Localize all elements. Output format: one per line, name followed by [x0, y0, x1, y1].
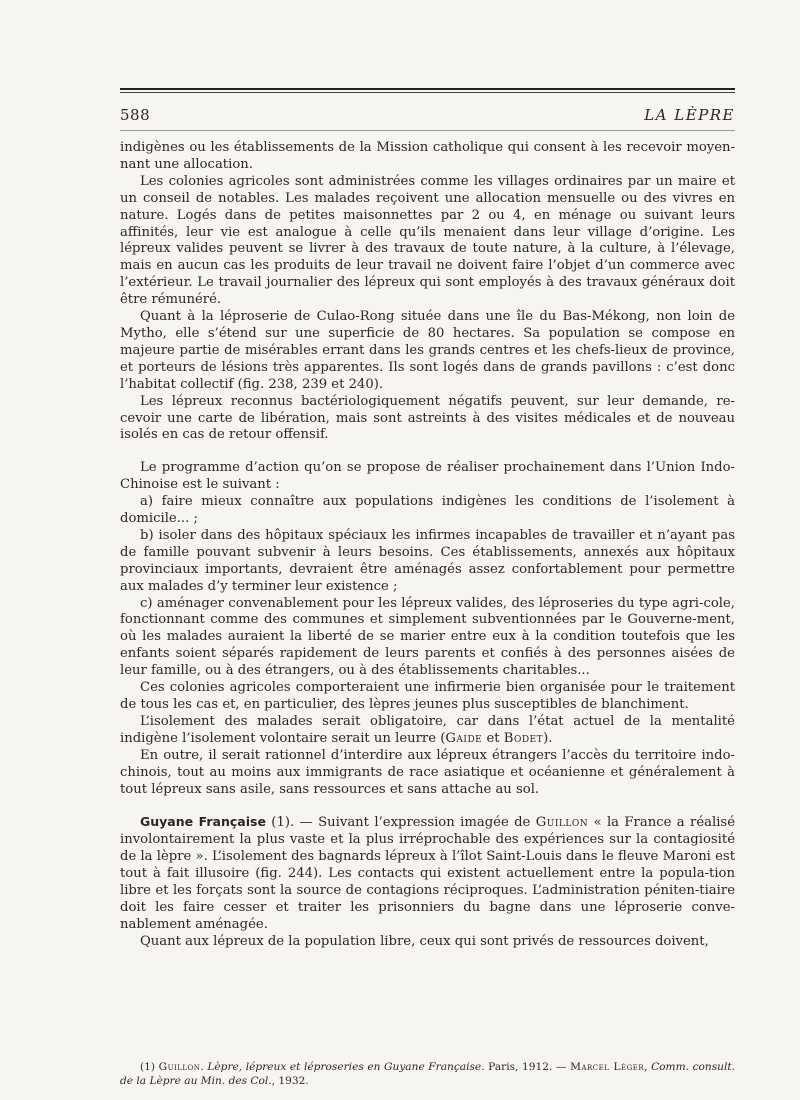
- footnote-pub: Paris, 1912. —: [484, 1061, 571, 1073]
- list-item-a: a) faire mieux connaître aux populations indigènes les conditions de l’isolement à domicile... ;: [120, 494, 735, 527]
- footnote-1: (1) Guillon. Lèpre, lépreux et léproseries en Guyane Française. Paris, 1912. — Marcel Léger, Comm. consult. de la Lèpre au Min. des Col., 1932.: [120, 1061, 735, 1087]
- author-gaide: Gaide: [445, 730, 483, 746]
- section-heading-guyane: Guyane Française: [140, 814, 266, 830]
- top-double-rule: [120, 88, 735, 90]
- paragraph: indigènes ou les établissements de la Mission catholique qui consent à les recevoir moyen-nant une allocation.: [120, 140, 735, 172]
- paragraph: Ces colonies agricoles comporteraient une infirmerie bien organisée pour le traitement de tous les cas et, en particulier, des lèpres jeunes plus susceptibles de blanchiment.: [120, 680, 735, 712]
- footnote-title: Comm. consult. de la Lèpre au Min. des Col.: [120, 1061, 735, 1087]
- body-text: [120, 140, 735, 951]
- paragraph-text: « la France a réalisé involontairement la plus vaste et la plus irréprochable des expériences sur la contagiosité de la lèpre ». L’isolement des bagnards lépreux à l’îlot Saint-Louis dans le fleuve Maroni est tout à fait illusoire (fig. 244). Les contacts qui existent actuellement entre la popula-tion libre et les forçats sont la source de contagions réciproques. L’administration péniten-tiaire doit les faire cesser et traiter les prisonniers du bagne dans une léproserie conve-nablement aménagée.: [120, 815, 735, 932]
- list-item-c: c) aménager convenablement pour les lépreux valides, des léproseries du type agri-cole, fonctionnant comme des communes et simplement subventionnées par le Gouverne-ment, où les malades auraient la liberté de se marier entre eux à la condition toutefois que les enfants soient séparés rapidement de leurs parents et confiés à des personnes aisées de leur famille, ou à des étrangers, ou à des établissements charitables...: [120, 595, 735, 679]
- footnote-title: Lèpre, lépreux et léproseries en Guyane Française.: [207, 1061, 485, 1073]
- header-rule: [120, 130, 735, 131]
- paragraph: Le programme d’action qu’on se propose de réaliser prochainement dans l’Union Indo-Chinoise est le suivant :: [120, 460, 735, 493]
- paragraph: Les colonies agricoles sont administrées comme les villages ordinaires par un maire et un conseil de notables. Les malades reçoivent une allocation mensuelle ou des vivres en nature. Logés dans de petites maisonnettes par 2 ou 4, en ménage ou suivant leurs affinités, leur vie est analogue à celle qu’ils menaient dans leur village d’origine. Les lépreux valides peuvent se livrer à des travaux de toute nature, à la culture, à l’élevage, mais en aucun cas les produits de leur travail ne doivent faire l’objet d’un commerce avec l’extérieur. Le travail journalier des lépreux qui sont employés à des travaux généraux doit être rémunéré.: [120, 173, 735, 308]
- page-number: 588: [120, 106, 151, 124]
- footnote-marker: (1): [140, 1061, 159, 1073]
- footnote-pub: , 1932.: [271, 1074, 309, 1087]
- paragraph: Quant à la léproserie de Culao-Rong située dans une île du Bas-Mékong, non loin de Mytho, elle s’étend sur une superficie de 80 hectares. Sa population se compose en majeure partie de misérables errant dans les grands centres et les chefs-lieux de province, et porteurs de lésions très apparentes. Ils sont logés dans de grands pavillons : c’est donc l’habitat collectif (fig. 238, 239 et 240).: [120, 309, 735, 392]
- paragraph: En outre, il serait rationnel d’interdire aux lépreux étrangers l’accès du territoire indo-chinois, tout au moins aux immigrants de race asiatique et océanienne et généralement à tout lépreux sans asile, sans ressources et sans attache au sol.: [120, 747, 735, 797]
- footnote-ref: (1). —: [265, 815, 319, 831]
- running-header: [120, 106, 735, 126]
- list-item-b: b) isoler dans des hôpitaux spéciaux les infirmes incapables de travailler et n’ayant pas de famille pouvant subvenir à leurs besoins. Ces établissements, annexés aux hôpitaux provinciaux importants, devraient être aménagés assez confortablement pour permettre aux malades d’y terminer leur existence ;: [120, 527, 735, 594]
- paragraph-guyane: [120, 814, 735, 933]
- top-double-rule-thin: [120, 92, 735, 93]
- paragraph: Les lépreux reconnus bactériologiquement négatifs peuvent, sur leur demande, re-cevoir une carte de libération, mais sont astreints à des visites médicales et de nouveau isolés en cas de retour offensif.: [120, 393, 735, 443]
- paragraph-isolement: [120, 714, 735, 748]
- conjunction: et: [482, 730, 504, 746]
- close-paren: ).: [543, 730, 553, 746]
- running-title: LA LÈPRE: [644, 106, 735, 124]
- footnote-author: Marcel Léger: [570, 1061, 645, 1073]
- paragraph-text: Suivant l’expression imagée de: [318, 815, 536, 831]
- paragraph: Quant aux lépreux de la population libre, ceux qui sont privés de ressources doivent,: [140, 933, 709, 949]
- author-guillon: Guillon: [535, 815, 589, 831]
- author-bodet: Bodet: [503, 730, 544, 746]
- paragraph-text: L’isolement des malades serait obligatoire, car dans l’état actuel de la mentalité indigène l’isolement volontaire serait un leurre (: [120, 713, 735, 746]
- footnotes: [120, 1061, 735, 1089]
- footnote-author: Guillon: [158, 1061, 201, 1073]
